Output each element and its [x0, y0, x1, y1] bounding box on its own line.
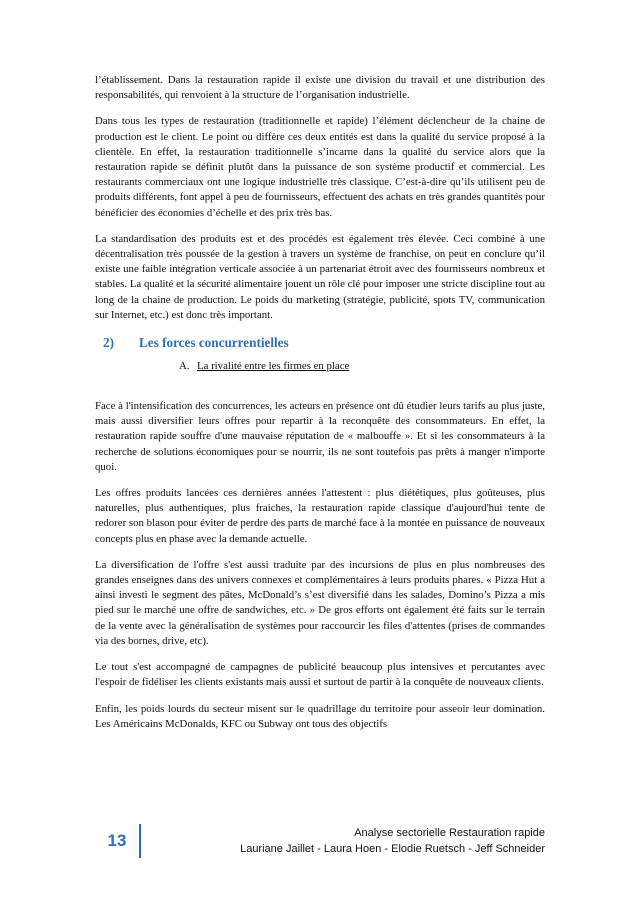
page-number: 13	[107, 831, 127, 850]
section-title: Les forces concurrentielles	[139, 335, 289, 351]
paragraph: Enfin, les poids lourds du secteur misent sur le quadrillage du territoire pour asseoir leur domination. Les Américains McDonalds, KFC ou Subway ont tous des objectifs	[95, 702, 545, 730]
subsection-letter: A.	[179, 360, 190, 373]
section-heading	[103, 334, 545, 352]
section-number: 2)	[103, 335, 114, 351]
footer-text	[240, 825, 545, 857]
subsection-heading	[179, 359, 545, 374]
paragraph: Le tout s'est accompagné de campagnes de publicité beaucoup plus intensives et percutantes avec l'espoir de fidéliser les clients existants mais aussi et surtout de partir à la conquête de nouveaux clients.	[95, 661, 545, 689]
footer-authors: Lauriane Jaillet - Laura Hoen - Elodie Ruetsch - Jeff Schneider	[240, 843, 545, 855]
footer-divider	[139, 824, 141, 858]
paragraph: l’établissement. Dans la restauration rapide il existe une division du travail et une distribution des responsabilités, qui renvoient à la structure de l’organisation industrielle.	[95, 74, 545, 102]
spacer	[95, 374, 545, 399]
paragraph: Face à l'intensification des concurrences, les acteurs en présence ont dû étudier leurs tarifs au plus juste, mais aussi diversifier leurs offres pour repartir à la reconquête des consommateurs. En effet, la restauration rapide souffre d'une mauvaise réputation de « malbouffe ». Et si les consommateurs à la recherche de solutions économiques pour se nourrir, ils ne sont toutefois pas prêts à manger n'importe quoi.	[95, 400, 545, 473]
page-footer	[95, 824, 545, 858]
paragraph: Les offres produits lancées ces dernières années l'attestent : plus diététiques, plus goûteuses, plus naturelles, plus authentiques, plus fraiches, la restauration rapide classique d'aujourd'hui tente de redorer son blason pour éviter de perdre des parts de marché face à la montée en puissance de nouveaux concepts plus en phase avec la demande actuelle.	[95, 487, 545, 545]
footer-title: Analyse sectorielle Restauration rapide	[354, 827, 545, 839]
page-content	[95, 73, 545, 743]
paragraph: La standardisation des produits est et des procédés est également très élevée. Ceci combiné à une décentralisation très poussée de la gestion à travers un système de franchise, on peut en conclure qu’il existe une faible intégration verticale associée à un partenariat étroit avec des fournisseurs nombreux et stables. La qualité et la sécurité alimentaire jouent un rôle clé pour imposer une stricte discipline tout au long de la chaine de production. Le poids du marketing (stratégie, publicité, spots TV, communication sur Internet, etc.) est donc très important.	[95, 232, 545, 321]
paragraph: La diversification de l'offre s'est aussi traduite par des incursions de plus en plus nombreuses des grandes enseignes dans des univers connexes et complémentaires à leurs produits phares. « Pizza Hut a ainsi investi le segment des pâtes, McDonald’s s’est diversifié dans les salades, Domino’s Pizza a mis pied sur le marché une offre de sandwiches, etc. » De gros efforts ont également été faits sur le terrain de la vente avec la généralisation de systèmes pour raccourcir les files d'attentes (prises de commandes via des bornes, drive, etc).	[95, 558, 545, 647]
paragraph: Dans tous les types de restauration (traditionnelle et rapide) l’élément déclencheur de la chaine de production est le client. Le point ou diffère ces deux entités est dans la qualité du service proposé à la clientèle. En effet, la restauration traditionnelle s’incarne dans la qualité du service alors que la restauration rapide se définit plutôt dans la puissance de son système productif et commercial. Les restaurants commerciaux ont une logique industrielle très classique. C’est-à-dire qu’ils utilisent peu de produits différents, font appel à peu de fournisseurs, effectuent des achats en très grandes quantités pour bénéficier des économies d’échelle et des prix très bas.	[95, 115, 545, 219]
subsection-title: La rivalité entre les firmes en place	[197, 360, 350, 373]
